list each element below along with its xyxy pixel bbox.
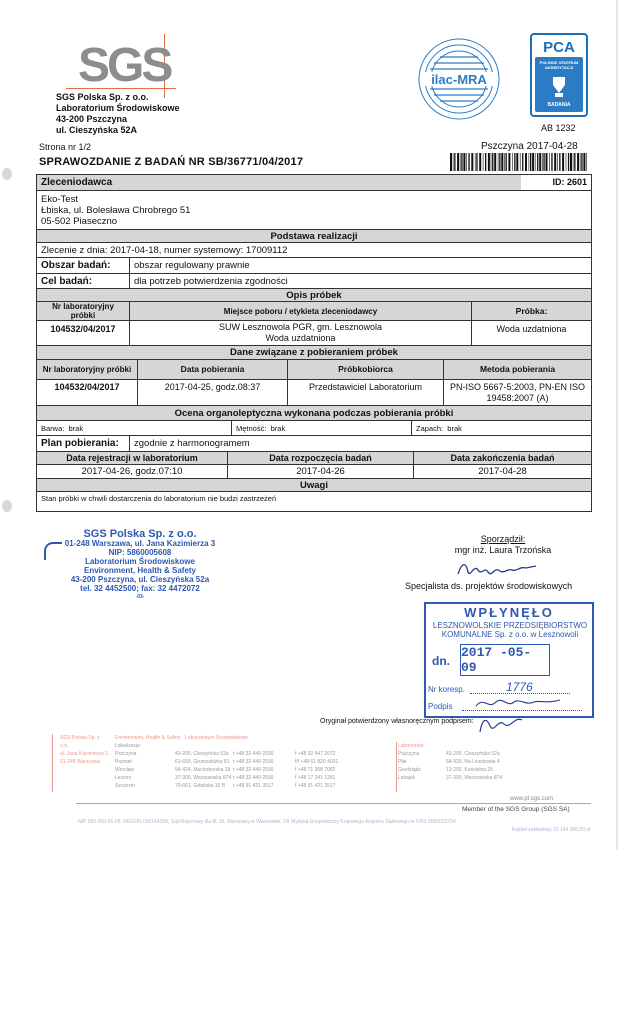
area-value: obszar regulowany prawnie [129,258,591,273]
report-title: SPRAWOZDANIE Z BADAŃ NR SB/36771/04/2017 [39,156,304,168]
punch-hole [2,500,12,512]
sampling-col-no: Nr laboratoryjny próbki [37,360,137,379]
footer-lab-row: Grudziądz 13-200, Kościelna 25 [398,767,493,773]
start-date-value: 2017-04-26 [227,465,413,478]
client-id: ID: 2601 [552,177,587,187]
area-label: Obszar badań: [41,260,111,271]
goal-label: Cel badań: [41,275,93,287]
sample-row: 104532/04/2017 SUW Lesznowola PGR, gm. Lesznowola Woda uzdatniona Woda uzdatniona [37,320,591,345]
sampling-row: 104532/04/2017 2017-04-25, godz.08:37 Przedstawiciel Laboratorium PN-ISO 5667-5:2003, PN-EN ISO 19458:2007 (A) [37,379,591,405]
pca-figure-icon [549,75,569,99]
footer-lab-row: Leżajsk 37-300, Warszawska 874 [398,775,503,781]
received-stamp: WPŁYNĘŁO LESZNOWOLSKIE PRZEDSIĘBIORSTWO KOMUNALNE Sp. z o.o. w Lesznowoli dn. 2017 -05- 09 Nr koresp. 1776 Podpis [424,602,594,718]
svg-text:ilac-MRA: ilac-MRA [431,72,487,87]
website: www.pl.sgs.com [510,796,554,802]
footer-location-row: Leszno 37-300, Warszawska 874 t +48 32 449 2500 f +48 17 241 1281 [115,775,336,781]
footer-location-row: Pszczyna 43-200, Cieszyńska 52a t +48 32 449 2500 f +48 32 447 2072 [115,751,336,757]
end-date-label: Data zakończenia badań [413,452,591,464]
footer-location-row: Wrocław 54-424, Muchoborska 18 t +48 32 449 2500 f +48 71 358 7082 [115,767,336,773]
order-info: Zlecenie z dnia: 2017-04-18, numer systemowy: 17009112 [41,244,288,256]
correspondence-number: 1776 [506,680,533,694]
client-header: Zleceniodawca [37,175,521,190]
pca-logo: PCA POLSKIE CENTRUM AKREDYTACJI BADANIA [530,33,588,117]
member-note: Member of the SGS Group (SGS SA) [462,806,570,813]
page-number: Strona nr 1/2 [39,142,92,152]
sampling-col-method: Metoda pobierania [443,360,591,379]
received-date: 2017 -05- 09 [460,644,550,676]
samples-col-no: Nr laboratoryjny próbki [37,302,129,320]
sgs-logo: SGS [78,40,170,92]
organoleptic-header: Ocena organoleptyczna wykonana podczas pobierania próbki [37,406,591,420]
reg-date-label: Data rejestracji w laboratorium [37,452,227,464]
accreditation-number: AB 1232 [541,123,576,133]
samples-header: Opis próbek [37,289,591,301]
client-address: Eko-Test Łbiska, ul. Bolesława Chrobrego 51 05-502 Piaseczno [37,190,591,229]
sampling-header: Dane związane z pobieraniem próbek [37,346,591,359]
footer-location-row: Szczecin 70-661, Gdańska 16 B t +48 91 421 3517 f +48 91 421 3517 [115,783,336,789]
report-sheet: SGS SGS Polska Sp. z o.o. Laboratorium Środowiskowe 43-200 Pszczyna ul. Cieszyńska 52A ilac-MRA PCA POLSKIE CENTRUM AKREDYTACJI BADANIA AB 1232 Strona nr 1/2 Pszczyna 2017-04-28 SPRAWOZDANIE Z BADAŃ NR SB/36771/04/2017 Zleceniodawca ID: 2601 Eko-Test Łbiska, ul. Bolesława Chrobrego 51 05-502 Piaseczno Podstawa realizacji Zlecenie z dnia: 2017-04-18, numer systemowy: 17009112 Obszar badań: obszar regulowany prawnie Cel badań: dla potrzeb potwierdzenia zgodności Opis próbek Nr laboratoryjny próbki Miejsce poboru / etykieta zleceniodawcy Próbka: 104532/04/2017 SUW Lesznowola PGR, gm. Lesznowola Woda uzdatniona Woda uzdatniona Dane związane z pobieraniem próbek Nr laboratoryjny próbki Data pobierania Próbkobiorca Metoda pobierania 104532/04/2017 2017-04-25, godz.08:37 Przedstawiciel Laboratorium PN-ISO 5667-5:2003, PN-EN ISO 19458:2007 (A) Ocena organoleptyczna wykonana podczas pobierania próbki Barwa: brak Mętność: brak Zapach: brak Plan pobierania: zgodnie z harmonogramem Data rejestracji w laboratorium Data rozpoczęcia badań Data zakończenia badań 2017-04-26, godz.07:10 2017-04-26 2017-04-28 Uwagi Stan próbki w chwili dostarczenia do laboratorium nie budzi zastrzeżeń SGS Polska Sp. z o.o. 01-248 Warszawa, ul. Jana Kazimierza 3 NIP: 5860005608 Laboratorium Środowiskowe Environment, Health & Safety 43-200 Pszczyna, ul. Cieszyńska 52a tel. 32 4452500; fax: 32 4472072 -03- Sporządził: mgr inż. Laura Trzońska Specjalista ds. projektów środowiskowych WPŁYNĘŁO LESZNOWOLSKIE PRZEDSIĘBIORSTWO KOMUNALNE Sp. z o.o. w Lesznowoli dn. 2017 -05- 09 Nr koresp. 1776 Podpis Oryginał potwierdzony własnoręcznym podpisem: SGS Polska Sp. z o.o. ul. Jana Kazimierza 3 01-248 Warszawa Environment, Health & Safety · Laboratorium Środowiskowe Lokalizacje: Pszczyna 43-200, Cieszyńska 52a t +48 32 449 2500 f +48 32 447 2072 Poznań 61-650, Grunwaldzka 81 t +48 32 449 2500 f/f +48 61 820 4031 Wrocław 54-424, Muchoborska 18 t +48 32 449 2500 f +48 71 358 7082 Leszno 37-300, Warszawska 874 t +48 32 449 2500 f +48 17 241 1281 Szczecin 70-661, Gdańska 16 B t +48 91 421 3517 f +48 91 421 3517 Laboratoria: Pszczyna 43-200, Cieszyńska 52a Piła 64-920, Na Leszkowie 4 Grudziądz 13-200, Kościelna 25 Leżajsk 37-300, Warszawska 874 www.pl.sgs.com Member of the SGS Group (SGS SA) NIP 586-000-56-08, REGON 000144299, Sąd Rejonowy dla M. St. Warszawy w Warszawie, XII Wydział Gospodarczy Krajowego Rejestru Sądowego nr KRS 0000022734 Kapitał zakładowy 10 144 000,00 zł [0,0,622,850]
basis-header: Podstawa realizacji [37,230,591,242]
sheet-edge [616,0,618,850]
original-confirmation-note: Oryginał potwierdzony własnoręcznym podpisem: [320,718,474,725]
reg-date-value: 2017-04-26, godz.07:10 [81,466,183,477]
end-date-value: 2017-04-28 [413,465,591,478]
samples-col-place: Miejsce poboru / etykieta zleceniodawcy [129,302,471,320]
registry-info: NIP 586-000-56-08, REGON 000144299, Sąd Rejonowy dla M. St. Warszawy w Warszawie, XII Wydział Gospodarczy Krajowego Rejestru Sądowego nr KRS 0000022734 Kapitał zakładowy 10 144 000,00 zł [78,819,590,833]
plan-label: Plan pobierania: [41,438,119,449]
start-date-label: Data rozpoczęcia badań [227,452,413,464]
report-form [36,174,592,512]
received-signature [474,694,564,712]
report-place-date: Pszczyna 2017-04-28 [481,141,578,152]
original-signature [476,712,526,738]
client-header-row [37,175,591,190]
handwritten-signature [454,556,544,582]
footer-location-row: Poznań 61-650, Grunwaldzka 81 t +48 32 449 2500 f/f +48 61 820 4031 [115,759,339,765]
remarks-text: Stan próbki w chwili dostarczenia do laboratorium nie budzi zastrzeżeń [41,494,277,503]
remarks-header: Uwagi [37,479,591,491]
sampling-col-date: Data pobierania [137,360,287,379]
organoleptic-row: Barwa: brak Mętność: brak Zapach: brak [37,420,591,435]
punch-hole [2,168,12,180]
samples-col-sample: Próbka: [471,302,591,320]
ilac-mra-logo [416,36,502,122]
sgs-company-stamp: SGS Polska Sp. z o.o. 01-248 Warszawa, ul. Jana Kazimierza 3 NIP: 5860005608 Laboratorium Środowiskowe Environment, Health & Safety 43-200 Pszczyna, ul. Cieszyńska 52a tel. 32 4452500; fax: 32 4472072 -03- [64,528,216,600]
signer-role: Specjalista ds. projektów środowiskowych [405,581,573,591]
signature-block: Sporządził: mgr inż. Laura Trzońska [454,534,552,555]
plan-value: zgodnie z harmonogramem [129,436,269,451]
goal-value: dla potrzeb potwierdzenia zgodności [129,274,591,288]
lab-address: SGS Polska Sp. z o.o. Laboratorium Środowiskowe 43-200 Pszczyna ul. Cieszyńska 52A [56,92,180,135]
footer-lab-row: Piła 64-920, Na Leszkowie 4 [398,759,500,765]
footer-lab-row: Pszczyna 43-200, Cieszyńska 52a [398,751,500,757]
barcode [450,153,590,171]
sampling-col-sampler: Próbkobiorca [287,360,443,379]
